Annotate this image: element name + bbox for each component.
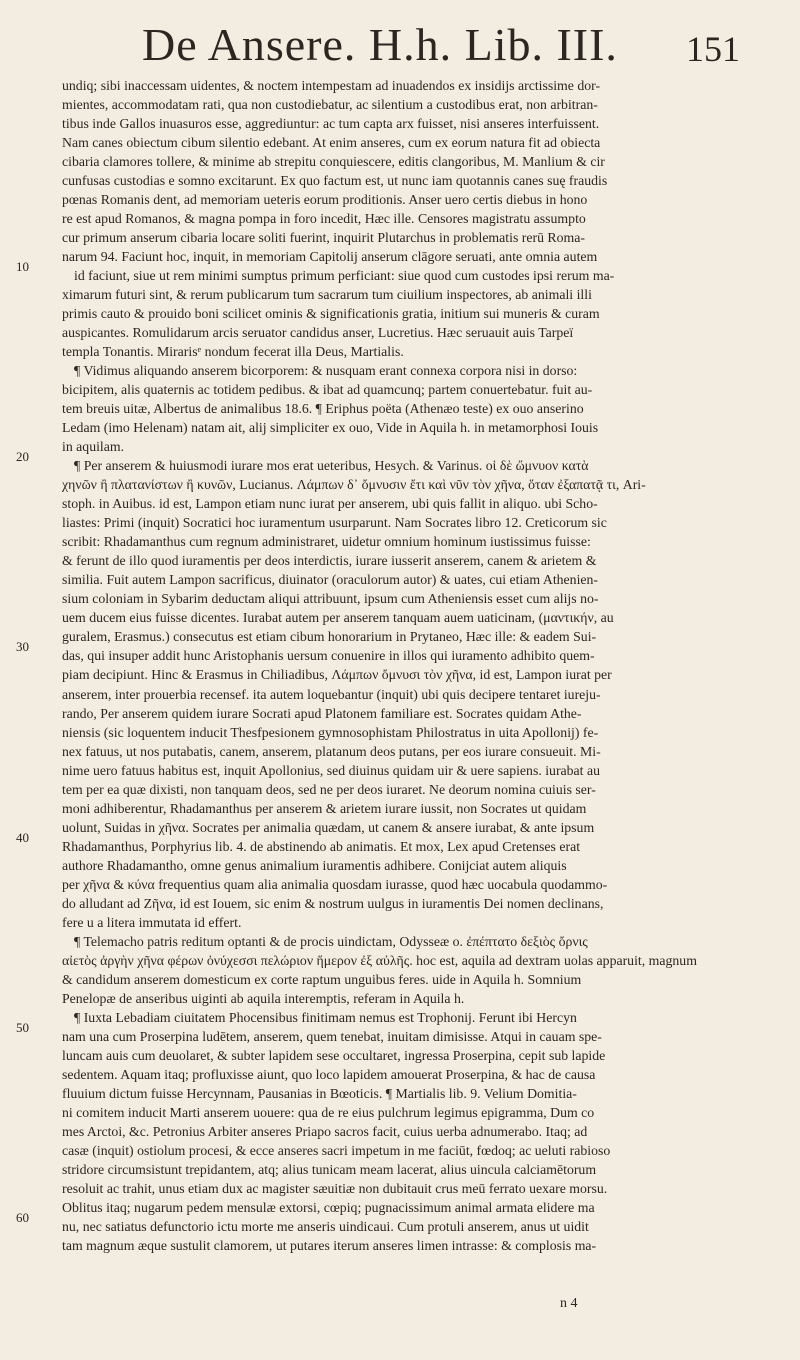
text-line: nime uero fatuus habitus est, inquit Apollonius, sed diuinus quidam uir & uere sapiens. iurabat au — [62, 762, 600, 778]
text-line: auspicantes. Romulidarum arcis seruator candidus anser, Lucretius. Hæc seruauit auis Tarpeï — [62, 325, 574, 341]
signature-mark: n 4 — [560, 1296, 578, 1311]
text-line: undiq; sibi inaccessam uidentes, & noctem intempestam ad inuadendos ex insidijs arctissime dor- — [62, 78, 601, 93]
text-line: & candidum anserem domesticum ex corte raptum unguibus feres. uide in Aquila h. Somnium — [62, 971, 582, 987]
text-line: moni adhiberentur, Rhadamanthus per anserem & arietem iurare iussit, non Socrates ut quidam — [62, 800, 587, 816]
text-line: in aquilam. — [62, 439, 125, 455]
text-line: sium coloniam in Sybarim deductam aliqui attribuunt, ipsum cum Atheniensis esset cum alijs no- — [62, 591, 599, 607]
text-line: ¶ Per anserem & huiusmodi iurare mos erat ueteribus, Hesych. & Varinus. οἱ δὲ ὤμνυον κατὰ — [74, 458, 589, 474]
text-line: id faciunt, siue ut rem minimi sumptus primum perficiant: siue quod cum custodes ipsi rerum ma- — [74, 268, 615, 284]
text-line: narum 94. Faciunt hoc, inquit, in memoriam Capitolij anserum clāgore seruati, ante omnia autem — [62, 249, 598, 265]
text-line: ximarum futuri sint, & rerum publicarum tum sacrarum tum ciuilium inspectores, ab animali illi — [62, 287, 592, 303]
text-line: casæ (inquit) ostiolum procesi, & ecce anseres sacri impetum in me faciūt, fœdoq; ac ueluti rabioso — [62, 1142, 611, 1158]
text-line: similia. Fuit autem Lampon sacrificus, diuinator (oraculorum autor) & uates, cui etiam Athenien- — [62, 572, 599, 588]
folio-number: 151 — [686, 29, 740, 69]
text-line: uolunt, Suidas in χῆνα. Socrates per animalia quædam, ut canem & ansere iurabat, & ante ipsum — [62, 819, 595, 835]
text-line: templa Tonantis. Mirarisᵉ nondum fecerat illa Deus, Martialis. — [62, 344, 404, 360]
text-line: fluuium dictum fuisse Hercynnam, Pausanias in Bœoticis. ¶ Martialis lib. 9. Velium Domitia- — [62, 1085, 577, 1101]
text-line: cur primum anserum cibaria locare soliti fuerint, inquirit Plutarchus in problematis rerū Roma- — [62, 230, 585, 246]
text-line: Nam canes obiectum cibum silentio edebant. At enim anseres, cum ex eorum natura fit ad obiecta — [62, 135, 601, 151]
text-line: Rhadamanthus, Porphyrius lib. 4. de abstinendo ab animatis. Et mox, Lex apud Cretenses erat — [62, 838, 581, 854]
margin-line-number: 20 — [16, 449, 29, 464]
text-line: Penelopæ de anseribus uiginti ab aquila interemptis, referam in Aquila h. — [62, 990, 465, 1006]
text-line: mientes, accommodatam rati, qua non custodiebatur, ac silentium a custodibus erat, non arbitran- — [62, 97, 598, 113]
text-line: Oblitus itaq; nugarum pedem mensulæ extorsi, cœpiq; pugnacissimum animal armata elidere ma — [62, 1199, 595, 1215]
text-line: sedentem. Aquam itaq; profluxisse aiunt, quo loco lapidem amouerat Proserpina, & hac de causa — [62, 1066, 596, 1082]
text-line — [62, 1255, 776, 1274]
body-text — [62, 76, 776, 1274]
text-line: tem breuis uitæ, Albertus de animalibus 18.6. ¶ Eriphus poëta (Athenæo teste) ex ouo anserino — [62, 401, 584, 417]
margin-line-number: 10 — [16, 259, 29, 274]
text-line: tem per ea quæ dixisti, non tanquam deos, sed ne per deos iuraret. Ne deorum nomina cuiuis ser- — [62, 781, 596, 797]
text-line: fere u a litera immutata id effert. — [62, 914, 242, 930]
text-line: das, qui insuper addit hunc Aristophanis uersum conuenire in illos qui iuramento adhibito quem- — [62, 648, 595, 664]
margin-line-number: 40 — [16, 830, 29, 845]
text-line: cibaria clamores tollere, & minime ab strepitu conquiescere, editis clangoribus, M. Manlium & cir — [62, 154, 605, 170]
text-line: scribit: Rhadamanthus cum regnum administraret, uidetur omnium hominum iustissimus fuisse: — [62, 534, 591, 550]
text-line: re est apud Romanos, & magna pompa in foro incedit, Hæc ille. Censores magistratu assumpto — [62, 211, 586, 227]
text-line: anserem, inter prouerbia recensef. ita autem loquebantur (inquit) ubi quis decipere tentaret iureju- — [62, 686, 601, 702]
text-line: authore Rhadamantho, omne genus animalium iuramentis adhibere. Conijciat autem aliquis — [62, 857, 567, 873]
text-line: nex fatuus, ut nos putabatis, canem, anserem, platanum deos putans, per eos iurare consueuit. Mi- — [62, 743, 601, 759]
text-line: do alludant ad Ζῆνα, id est Iouem, sic enim & nostrum uulgus in iuramentis Dei nomen declinans, — [62, 895, 604, 911]
text-line: stridore circumsistunt trepidantem, atq; alius tunicam meam lacerat, alius uincula calciamētorum — [62, 1161, 597, 1177]
text-line: primis cauto & prouido boni scilicet ominis & significationis gratia, initium sui muneris & curam — [62, 306, 600, 322]
text-line: resoluit ac trahit, unus etiam dux ac magister sæuitiæ non dubitauit crus meū ferrato uexare morsu. — [62, 1180, 608, 1196]
running-head: De Ansere. H.h. Lib. III. — [142, 19, 618, 70]
text-line: & ferunt de illo quod iuramentis per deos interdictis, iurare iusserit anserem, canem & arietem & — [62, 553, 597, 569]
text-line: nam una cum Proserpina ludētem, anserem, quem tenebat, inuitam dimisisse. Atqui in cauam spe- — [62, 1028, 602, 1044]
text-line: guralem, Erasmus.) consecutus est etiam cibum honorarium in Prytaneo, Hæc ille: & eadem Sui- — [62, 629, 597, 645]
text-line: ¶ Iuxta Lebadiam ciuitatem Phocensibus finitimam nemus est Trophonij. Ferunt ibi Hercyn — [74, 1009, 577, 1025]
text-line: uem ducem eius fuisse dicentes. Iurabat autem per anserem tanquam auem uaticinam, (μαντικήν, au — [62, 610, 614, 626]
text-line: niensis (sic loquentem inducit Thesfpesionem gymnosophistam Philostratus in uita Apollonij) fe- — [62, 724, 599, 740]
text-line: pœnas Romanis dent, ad memoriam ueteris eorum proditionis. Anser uero certis diebus in hono — [62, 192, 588, 208]
text-line: ni comitem inducit Marti anserem uouere: qua de re eius pulchrum legimus epigramma, Dum co — [62, 1104, 595, 1120]
text-line: ¶ Vidimus aliquando anserem bicorporem: & nusquam erant connexa corpora nisi in dorso: — [74, 363, 578, 379]
text-line: χηνῶν ἢ πλατανίστων ἢ κυνῶν, Lucianus. Λάμπων δ᾽ ὄμνυσιν ἔτι καὶ νῦν τὸν χῆνα, ὅταν ἐξαπατᾷ τι, Ari- — [62, 477, 646, 493]
text-line: stoph. in Auibus. id est, Lampon etiam nunc iurat per anserem, ubi quis fallit in aliquo. ubi Scho- — [62, 496, 598, 512]
text-line: bicipitem, alis quaternis ac totidem pedibus. & ibat ad quamcunq; partem conuertebatur. fuit au- — [62, 382, 593, 398]
text-line: αἰετὸς ἀργὴν χῆνα φέρων ὀνύχεσσι πελώριον ἥμερον ἐξ αὐλῆς. hoc est, aquila ad dextram uolas apparuit, magnum — [62, 952, 697, 968]
text-line: per χῆνα & κύνα frequentius quam alia animalia quosdam iurasse, quod hæc uocabula quodammo- — [62, 876, 608, 892]
text-line: tam magnum æque sustulit clamorem, ut putares iterum anseres limen intrasse: & complosis ma- — [62, 1237, 597, 1253]
text-line: piam decipiunt. Hinc & Erasmus in Chiliadibus, Λάμπων ὄμνυσι τὸν χῆνα, id est, Lampon iurat per — [62, 667, 612, 683]
text-line: mes Arctoi, &c. Petronius Arbiter anseres Priapo sacros facit, cuius uerba adnumerabo. Itaq; ad — [62, 1123, 588, 1139]
margin-line-number: 30 — [16, 639, 29, 654]
margin-line-number: 60 — [16, 1210, 29, 1225]
margin-line-number: 50 — [16, 1020, 29, 1035]
text-line: cunfusas custodias e somno excitarunt. Ex quo factum est, ut nunc iam quotannis canes suę fraudis — [62, 173, 608, 189]
text-line: nu, nec satiatus defunctorio ictu morte me anseris uindicaui. Cum protuli anserem, anus ut uidit — [62, 1218, 589, 1234]
text-line: luncam auis cum deuolaret, & subter lapidem sese occultaret, ingressa Proserpina, cepit sub lapide — [62, 1047, 606, 1063]
text-line: liastes: Primi (inquit) Socratici hoc iuramentum usurparunt. Nam Socrates libro 12. Creticorum sic — [62, 515, 607, 531]
text-line: tibus inde Gallos inuasuros esse, aggrediuntur: ac tum capta arx fuisset, nisi anseres interfuissent. — [62, 116, 600, 132]
text-line: ¶ Telemacho patris reditum optanti & de procis uindictam, Odysseæ o. ἐπέπτατο δεξιὸς ὄρνις — [74, 933, 588, 949]
text-line: Ledam (imo Helenam) natam ait, alij simpliciter ex ouo, Vide in Aquila h. in metamorphosi Iouis — [62, 420, 599, 436]
text-line: rando, Per anserem quidem iurare Socrati apud Platonem familiare est. Socrates quidam Athe- — [62, 705, 582, 721]
